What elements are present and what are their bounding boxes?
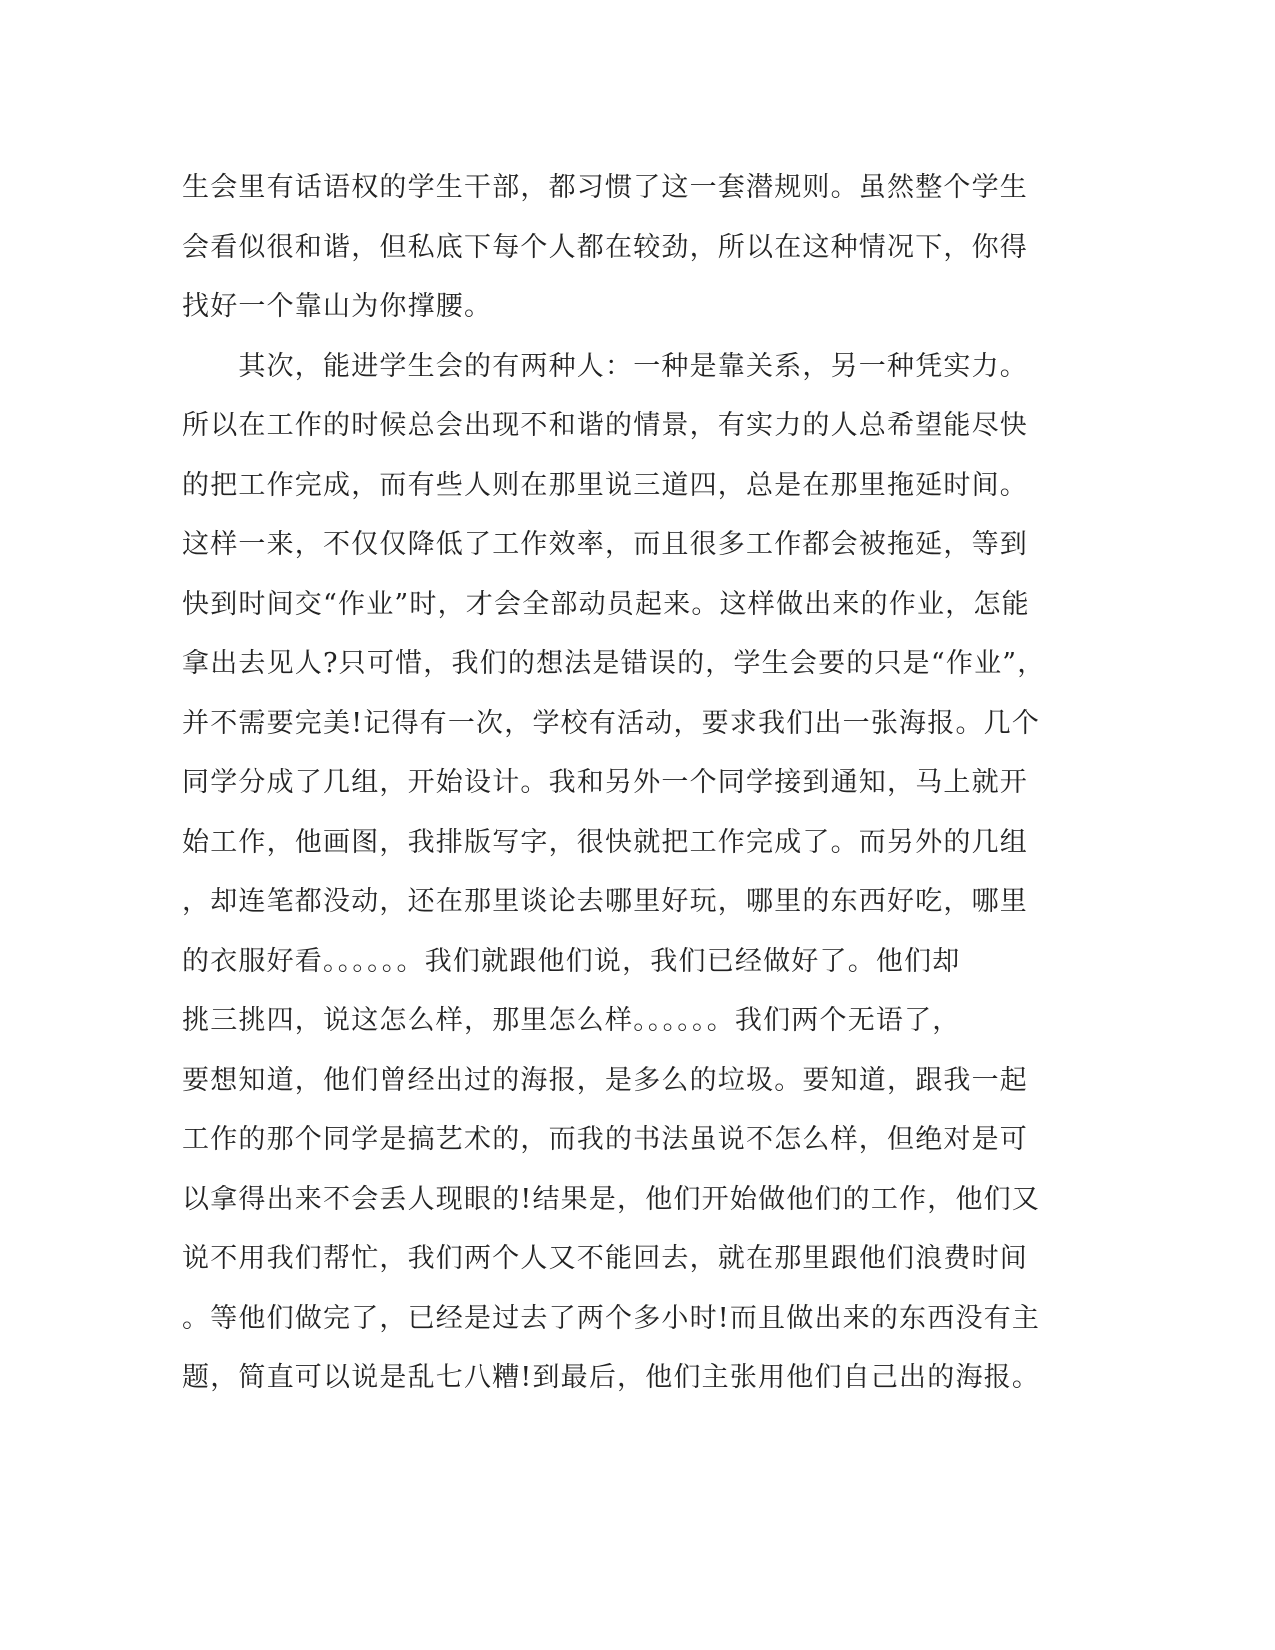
text-line: 要想知道，他们曾经出过的海报，是多么的垃圾。要知道，跟我一起	[182, 1064, 1028, 1096]
text-line: 。等他们做完了，已经是过去了两个多小时!而且做出来的东西没有主	[182, 1302, 1041, 1334]
text-line: 生会里有话语权的学生干部，都习惯了这一套潜规则。虽然整个学生	[182, 172, 1028, 203]
text-line: ，却连笔都没动，还在那里谈论去哪里好玩，哪里的东西好吃，哪里	[182, 886, 1028, 917]
text-line: 挑三挑四，说这怎么样，那里怎么样。。。。。。我们两个无语了，	[182, 1005, 961, 1036]
text-line: 题，简直可以说是乱七八糟!到最后，他们主张用他们自己出的海报。	[182, 1362, 1041, 1393]
text-line: 其次，能进学生会的有两种人：一种是靠关系，另一种凭实力。	[182, 350, 1028, 382]
text-line: 这样一来，不仅仅降低了工作效率，而且很多工作都会被拖延，等到	[182, 529, 1028, 560]
text-line: 拿出去见人?只可惜，我们的想法是错误的，学生会要的只是“作业”，	[182, 648, 1046, 679]
text-line: 工作的那个同学是搞艺术的，而我的书法虽说不怎么样，但绝对是可	[182, 1124, 1028, 1155]
text-line: 的把工作完成，而有些人则在那里说三道四，总是在那里拖延时间。	[182, 469, 1028, 501]
body-text	[182, 158, 1046, 1408]
text-line: 说不用我们帮忙，我们两个人又不能回去，就在那里跟他们浪费时间	[182, 1243, 1028, 1274]
text-line: 并不需要完美!记得有一次，学校有活动，要求我们出一张海报。几个	[182, 707, 1041, 739]
text-line: 会看似很和谐，但私底下每个人都在较劲，所以在这种情况下，你得	[182, 231, 1028, 263]
text-line: 同学分成了几组，开始设计。我和另外一个同学接到通知，马上就开	[182, 767, 1028, 798]
text-line: 所以在工作的时候总会出现不和谐的情景，有实力的人总希望能尽快	[182, 410, 1028, 441]
text-line: 以拿得出来不会丢人现眼的!结果是，他们开始做他们的工作，他们又	[182, 1183, 1041, 1215]
text-line: 的衣服好看。。。。。。我们就跟他们说，我们已经做好了。他们却	[182, 945, 961, 977]
text-line: 快到时间交“作业”时，才会全部动员起来。这样做出来的作业，怎能	[182, 588, 1030, 620]
text-line: 始工作，他画图，我排版写字，很快就把工作完成了。而另外的几组	[182, 826, 1028, 858]
text-line: 找好一个靠山为你撑腰。	[182, 291, 493, 322]
